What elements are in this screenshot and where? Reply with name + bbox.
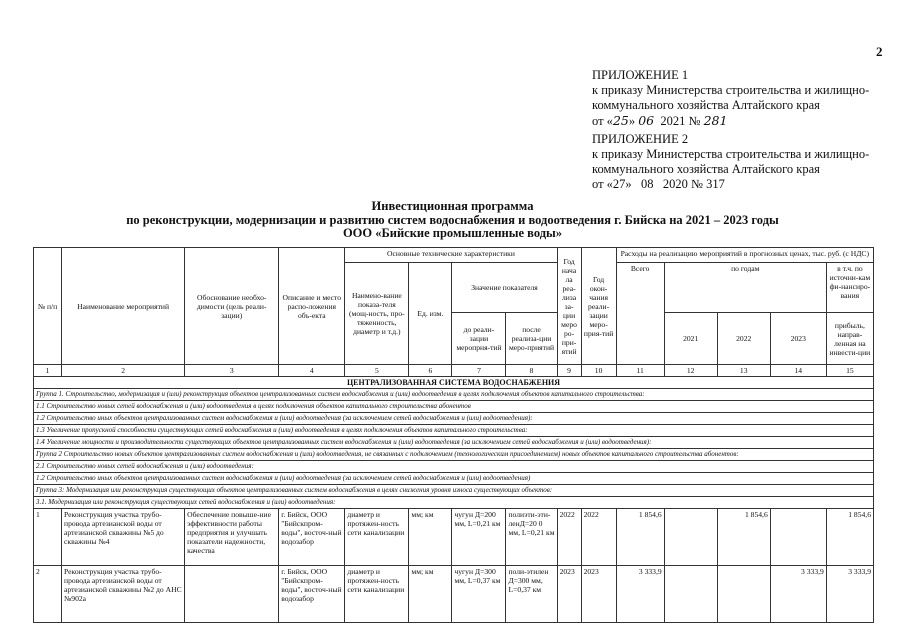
row-after: поли-этилен Д=300 мм, L=0,37 км (506, 566, 557, 623)
appendix-2-line-2: коммунального хозяйства Алтайского края (592, 162, 820, 176)
header-indicator: Наимено-вание показа-теля (мощ-ность, про-тяженность, диаметр и т.д.) (345, 263, 409, 365)
row-2022 (717, 566, 770, 623)
row-total: 3 333,9 (616, 566, 664, 623)
section-title: ЦЕНТРАЛИЗОВАННАЯ СИСТЕМА ВОДОСНАБЖЕНИЯ (34, 377, 874, 389)
header-number: № п/п (34, 248, 62, 365)
header-end-year: Год окон-чания реали-зации меро-прия-тий (581, 248, 616, 365)
col-num-cell: 14 (770, 365, 826, 377)
group-row-text: Группа 3: Модернизация или реконструкция существующих объектов централизованных систем водоснабжения в целях снижения уровня износа существующих объектов: (34, 485, 874, 497)
header-name: Наименование мероприятий (62, 248, 185, 365)
group-row (34, 425, 874, 437)
header-year-2021: 2021 (664, 313, 717, 365)
group-row (34, 437, 874, 449)
row-start-year: 2023 (557, 566, 581, 623)
header-year-2023: 2023 (770, 313, 826, 365)
header-year-2022: 2022 (717, 313, 770, 365)
col-num-cell: 12 (664, 365, 717, 377)
appendix-2-block (592, 132, 869, 192)
column-number-row (34, 365, 874, 377)
row-unit: мм; км (409, 566, 452, 623)
appendix-1-title: ПРИЛОЖЕНИЕ 1 (592, 68, 689, 82)
col-num-cell: 7 (452, 365, 506, 377)
col-num-cell: 6 (409, 365, 452, 377)
page-number: 2 (876, 44, 883, 59)
appendix-2-date-line: от «27» 08 2020 № 317 (592, 177, 725, 191)
header-reason: Обоснование необхо-димости (цель реали-зации) (185, 248, 279, 365)
col-num-cell: 9 (557, 365, 581, 377)
col-num-cell: 2 (62, 365, 185, 377)
header-unit: Ед. изм. (409, 263, 452, 365)
row-2021 (664, 509, 717, 566)
group-row (34, 485, 874, 497)
row-place: г. Бийск, ООО "Бийскпром-воды", восточ-ный водозабор (279, 566, 345, 623)
table-row (34, 566, 874, 623)
header-place: Описание и место распо-ложения объ-екта (279, 248, 345, 365)
group-row-text: 3.1. Модернизация или реконструкция существующих сетей водоснабжения и (или) водоотведения: (34, 497, 874, 509)
group-row-text: 1.2 Строительство иных объектов централизованных систем водоснабжения и (или) водоотведения (за исключением сетей водоснабжения и (или) водоотведения) (34, 473, 874, 485)
appendix-1-line-2: коммунального хозяйства Алтайского края (592, 98, 820, 112)
group-row (34, 449, 874, 461)
header-start-year: Год нача ла реа-лиза за-ции меро ро-при-ятий (557, 248, 581, 365)
row-profit: 3 333,9 (826, 566, 873, 623)
title-line-2: по реконструкции, модернизации и развитию систем водоснабжения и водоотведения г. Бийска на 2021 – 2023 годы (126, 212, 779, 227)
group-row-text: 1.3 Увеличение пропускной способности существующих сетей водоснабжения и (или) водоотведения в целях подключения объектов капитального строительства: (34, 425, 874, 437)
title-line-3: ООО «Бийские промышленные воды» (342, 226, 563, 240)
header-sources: в т.ч. по источни-кам фи-нансиро-вания (826, 263, 873, 313)
row-unit: мм; км (409, 509, 452, 566)
row-2023: 3 333,9 (770, 566, 826, 623)
section-row (34, 377, 874, 389)
row-2022: 1 854,6 (717, 509, 770, 566)
row-2023 (770, 509, 826, 566)
row-reason: Обеспечение повыше-ние эффективности работы предприятия и улучшать показатели надежности, качества (185, 509, 279, 566)
date-prefix: от « (592, 114, 613, 128)
group-row-text: 1.1 Строительство новых сетей водоснабжения и (или) водоотведения в целях подключения объектов капитального строительства абонентов (34, 401, 874, 413)
col-num-cell: 4 (279, 365, 345, 377)
col-num-cell: 1 (34, 365, 62, 377)
header-before: до реали-зации меропрня-тий (452, 313, 506, 365)
appendix-2-line-1: к приказу Министерства строительства и жилищно- (592, 147, 870, 161)
appendix-1-date-line (592, 113, 869, 129)
handwritten-number: 281 (703, 113, 728, 128)
header-tech-group: Основные технические характеристики (345, 248, 557, 263)
row-place: г. Бийск, ООО "Бийскпром-воды", восточ-ный водозабор (279, 509, 345, 566)
header-after: после реализа-ции меро-приятий (506, 313, 557, 365)
row-indicator: диаметр и протяжен-ность сети канализации (345, 566, 409, 623)
investment-table (33, 247, 874, 623)
row-name: Реконструкция участка трубо-провода артезианской воды от артезианской скважины №2 до АНС №902а (62, 566, 185, 623)
col-num-cell: 11 (616, 365, 664, 377)
col-num-cell: 8 (506, 365, 557, 377)
appendix-1-block (592, 68, 869, 129)
header-cost-group: Расходы на реализацию мероприятий в прогнозных ценах, тыс. руб. (с НДС) (616, 248, 873, 263)
row-end-year: 2023 (581, 566, 616, 623)
group-row-text: Группа 1. Строительство, модернизация и (или) реконструкция объектов централизованных систем водоснабжения и (или) водоотведения в целях подключения объектов капитального строительства: (34, 389, 874, 401)
handwritten-month: 06 (638, 113, 655, 128)
row-after: полиэти-эти-ленД=20 0 мм, L=0,21 км (506, 509, 557, 566)
col-num-cell: 5 (345, 365, 409, 377)
header-total: Всего (616, 263, 664, 365)
col-num-cell: 10 (581, 365, 616, 377)
row-2021 (664, 566, 717, 623)
group-row-text: 2.1 Строительство новых сетей водоснабжения и (или) водоотведения: (34, 461, 874, 473)
row-indicator: диаметр и протяжен-ность сети канализации (345, 509, 409, 566)
appendix-1-line-1: к приказу Министерства строительства и жилищно- (592, 83, 870, 97)
row-before: чугун Д=200 мм, L=0,21 км (452, 509, 506, 566)
group-row-text: 1.2 Строительство иных объектов централизованных систем водоснабжения и (или) водоотведения (за исключением сетей водоснабжения и (или) водоотведения): (34, 413, 874, 425)
date-year: 2021 № (654, 114, 704, 128)
col-num-cell: 15 (826, 365, 873, 377)
group-row (34, 461, 874, 473)
row-profit: 1 854,6 (826, 509, 873, 566)
row-number: 2 (34, 566, 62, 623)
header-profit: прибыль, направ-ленная на инвести-ции (826, 313, 873, 365)
row-number: 1 (34, 509, 62, 566)
table-row (34, 509, 874, 566)
group-row-text: Группа 2 Строительство новых объектов централизованных систем водоснабжения и (или) водоотведения, не связанных с подключением (технологическим присоединением) новых объектов капитального строительства абонентов: (34, 449, 874, 461)
group-row (34, 401, 874, 413)
col-num-cell: 13 (717, 365, 770, 377)
group-row-text: 1.4 Увеличение мощности и производительности существующих объектов централизованных систем водоснабжения и (или) водоотведения (за исключением сетей водоснабжения и (или) водоотведения): (34, 437, 874, 449)
col-num-cell: 3 (185, 365, 279, 377)
appendix-2-title: ПРИЛОЖЕНИЕ 2 (592, 132, 689, 146)
title-line-1: Инвестиционная программа (371, 199, 534, 213)
group-row (34, 413, 874, 425)
header-value-group: Значение показателя (452, 263, 557, 313)
document-title (0, 200, 905, 241)
group-row (34, 497, 874, 509)
header-by-years: по годам (664, 263, 826, 313)
row-before: чугун Д=300 мм, L=0,37 км (452, 566, 506, 623)
handwritten-day: 25 (612, 113, 629, 128)
group-row (34, 389, 874, 401)
row-total: 1 854,6 (616, 509, 664, 566)
row-name: Реконструкция участка трубо-провода артезианской воды от артезианской скважины №5 до скважины №4 (62, 509, 185, 566)
row-end-year: 2022 (581, 509, 616, 566)
group-row (34, 473, 874, 485)
date-mid: » (628, 114, 639, 128)
row-start-year: 2022 (557, 509, 581, 566)
row-reason (185, 566, 279, 623)
